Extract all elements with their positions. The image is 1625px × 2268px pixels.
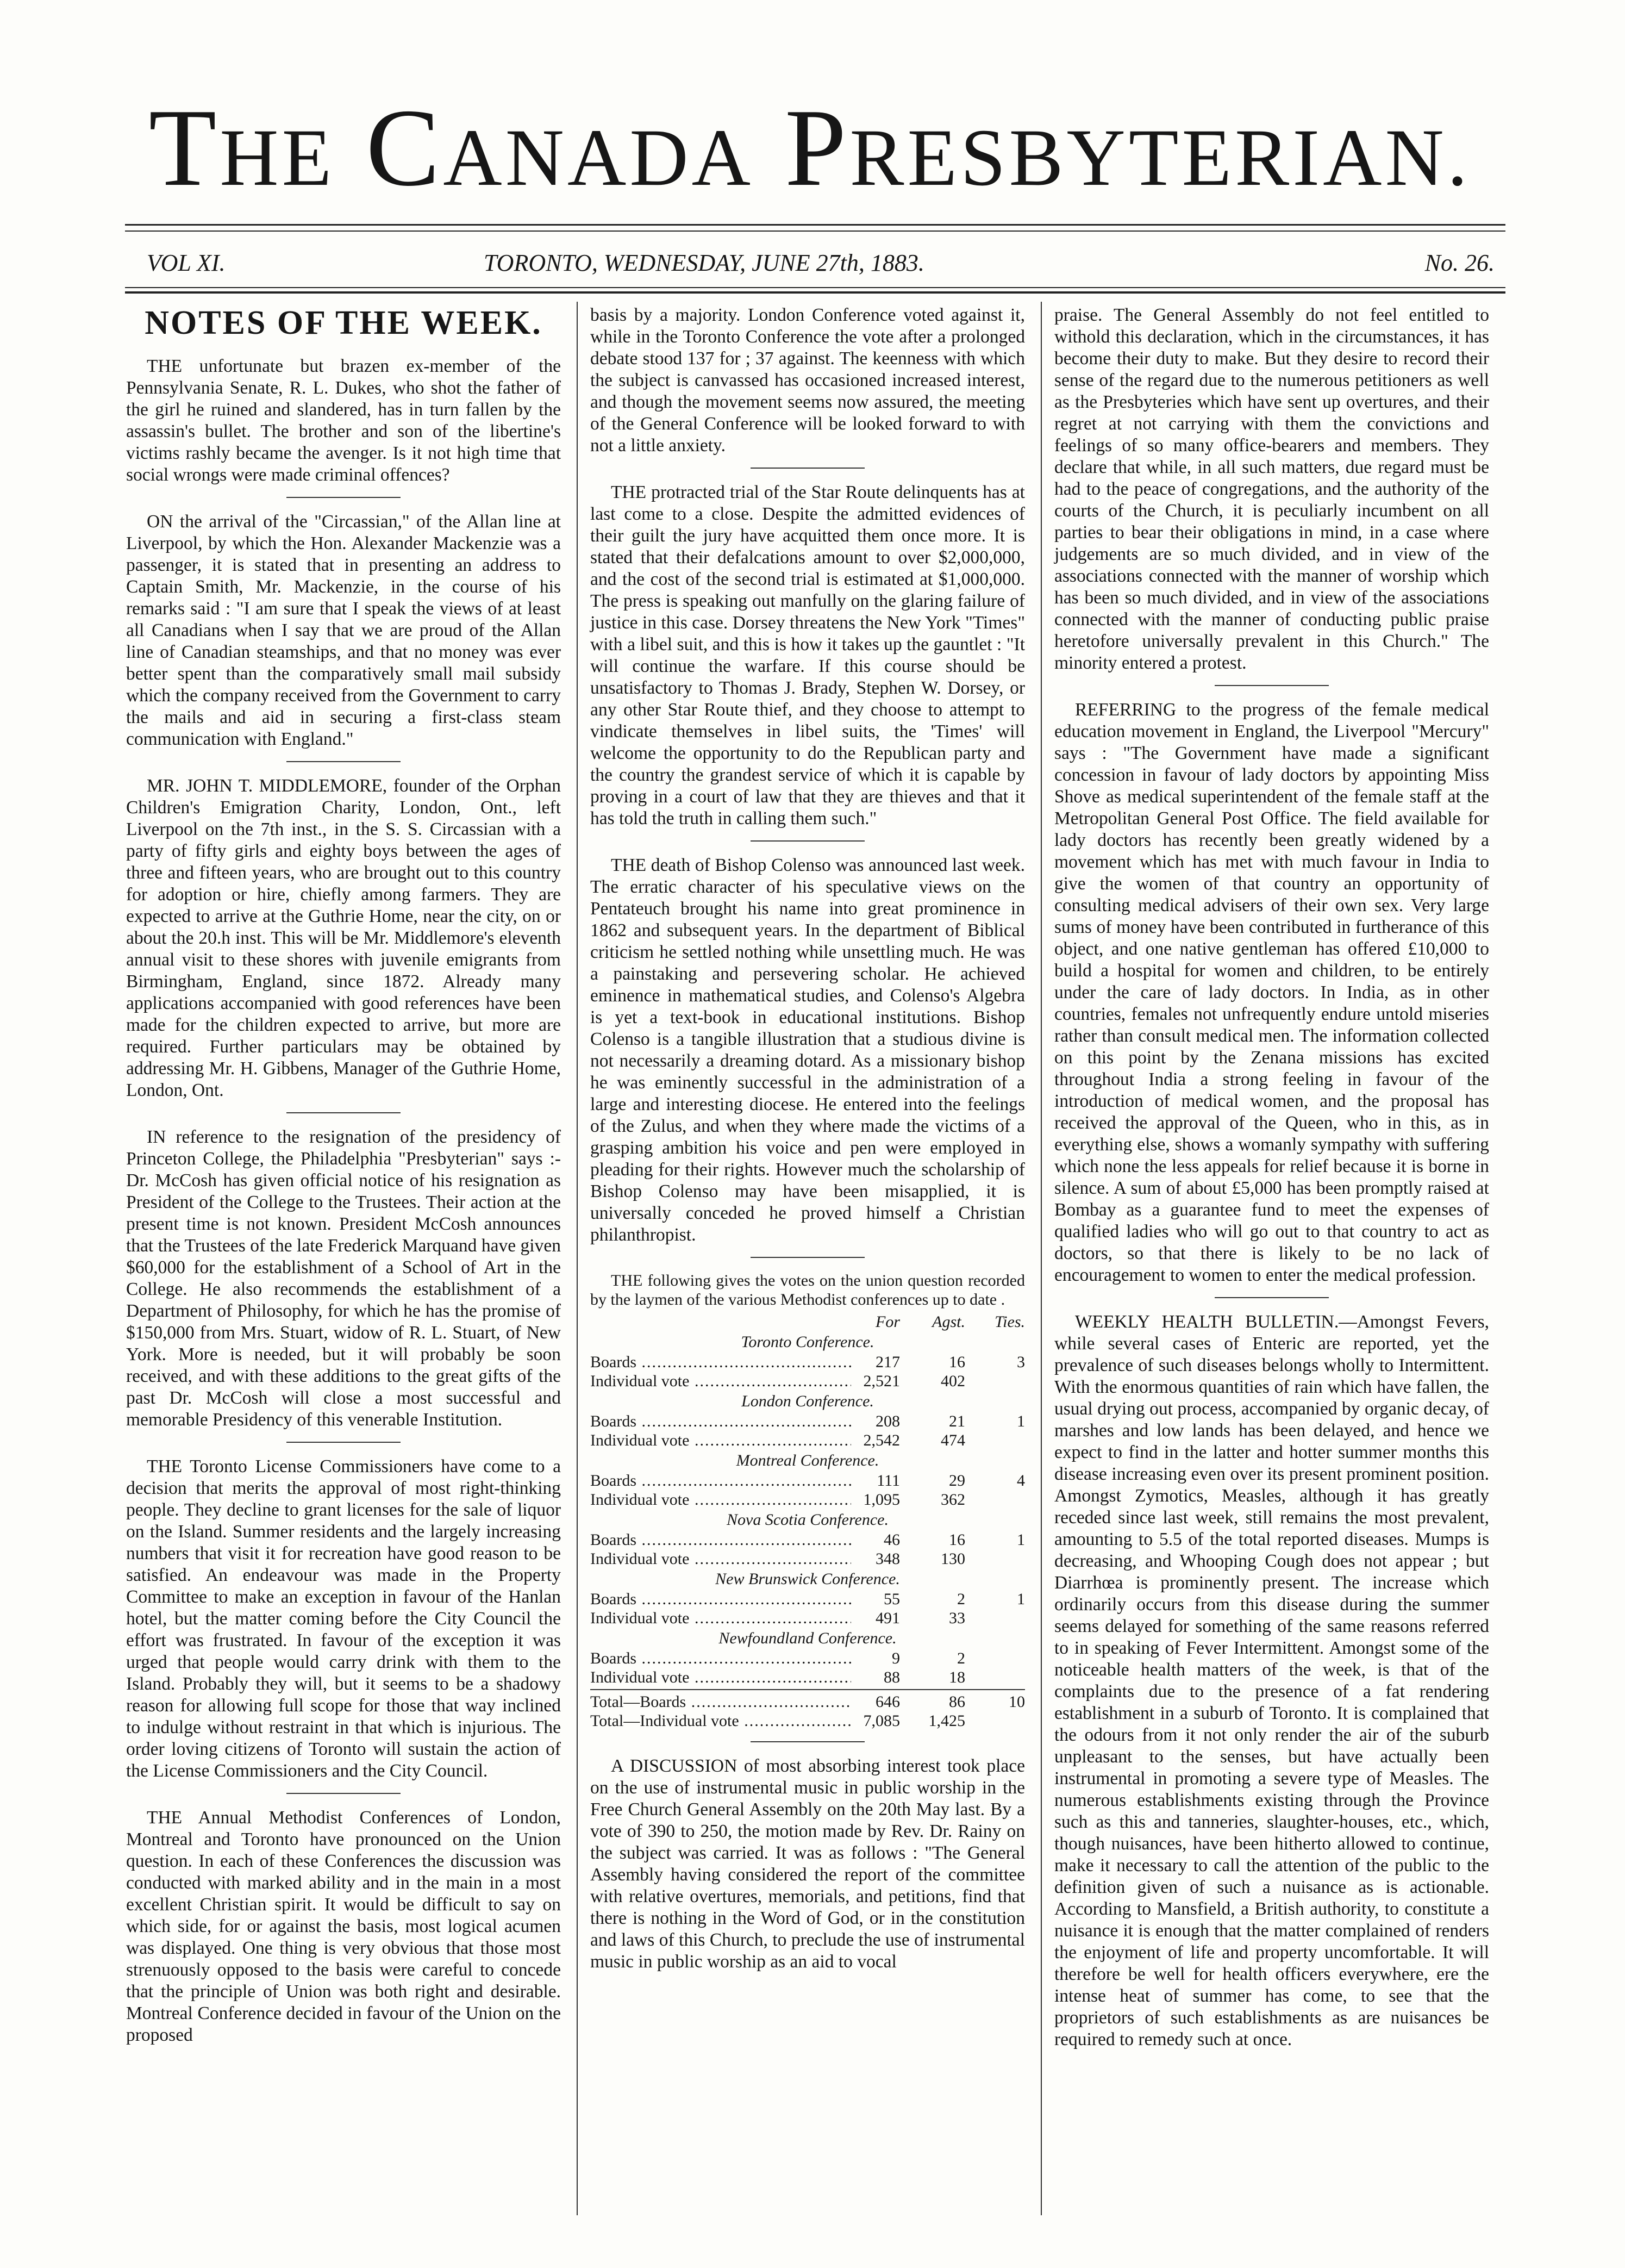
vote-row	[590, 1590, 1025, 1609]
conference-name: Newfoundland Conference.	[718, 1629, 897, 1647]
column-divider-1	[577, 302, 578, 2215]
vote-row	[590, 1530, 1025, 1549]
masthead-title	[87, 86, 1533, 209]
vote-row-label: Individual vote .....	[590, 1372, 851, 1391]
vote-agst: 402	[941, 1372, 965, 1390]
issue-number: No. 26.	[1424, 250, 1495, 276]
article-methodist-conferences: THE Annual Methodist Conferences of London, Montreal and Toronto have pronounced on the Union question. In each of these Conferences the discussion was conducted with marked ability and in the main in a most excellent Christian spirit. It would be difficult to say on which side, for or against the basis, most logical acumen was displayed. One thing is very obvious that those most strenuously opposed to the basis were careful to concede that the principle of Union was both right and desirable. Montreal Conference decided in favour of the Union on the proposed	[126, 1808, 561, 2046]
vote-row	[590, 1372, 1025, 1391]
vote-row	[590, 1431, 1025, 1450]
article-instrumental-music: A DISCUSSION of most absorbing interest took place on the use of instrumental music in public worship in the Free Church General Assembly on the 20th May last. By a vote of 390 to 250, the motion made by Rev. Dr. Rainy on the subject was carried. It was as follows : "The General Assembly having considered the report of the committee with relative overtures, memorials, and petitions, find that there is nothing in the Word of God, or in the constitution and laws of this Church, to preclude the use of instrumental music in public worship as an aid to vocal	[590, 1756, 1025, 1972]
column-1	[126, 304, 561, 2055]
vote-agst: 21	[949, 1412, 965, 1430]
masthead-presb-p: P	[784, 86, 850, 209]
vote-agst: 29	[949, 1472, 965, 1490]
vote-row-label: Boards .....	[590, 1353, 851, 1372]
vote-for: 2,542	[863, 1431, 900, 1449]
vote-agst: 33	[949, 1609, 965, 1627]
conference-name: Montreal Conference.	[736, 1451, 879, 1469]
article-methodist-continued: basis by a majority. London Conference voted against it, while in the Toronto Conference the vote after a prolonged debate stood 137 for ; 37 against. The keenness with which the subject is canvassed has occasioned increased interest, and though the movement seems now assured, the meeting of the General Conference will be looked forward to with not a little anxiety.	[590, 305, 1025, 456]
vote-for: 111	[877, 1472, 900, 1490]
dateline-rule-top	[125, 287, 1505, 288]
vote-row-label: Total—Boards .....	[590, 1692, 851, 1711]
conference-name: London Conference.	[741, 1392, 874, 1410]
votes-header	[590, 1312, 1025, 1331]
column-2	[590, 304, 1025, 1982]
article-divider	[286, 1793, 401, 1794]
vote-for: 88	[884, 1668, 900, 1686]
vote-row	[590, 1649, 1025, 1668]
volume-number: VOL XI.	[147, 250, 226, 276]
vote-row	[590, 1668, 1025, 1687]
vote-for: 646	[876, 1693, 900, 1711]
vote-agst: 362	[941, 1491, 965, 1509]
vote-for: 1,095	[863, 1491, 900, 1509]
vote-agst: 2	[957, 1590, 965, 1608]
conference-name: New Brunswick Conference.	[715, 1570, 900, 1588]
masthead-presb-rest: RESBYTERIAN.	[849, 113, 1471, 203]
vote-row	[590, 1490, 1025, 1509]
article-colenso: THE death of Bishop Colenso was announced last week. The erratic character of his speculative views on the Pentateuch brought his name into great prominence in 1862 and subsequent years. In the department of Biblical criticism he settled nothing while unsettling much. He was a painstaking and persevering scholar. He achieved eminence in mathematical studies, and Colenso's Algebra is yet a text-book in educational institutions. Bishop Colenso is a tangible illustration that a studious divine is not necessarily a dreaming dotard. As a missionary bishop he was eminently successful in the administration of a large and interesting diocese. He entered into the feelings of the Zulus, and when they where made the victims of a grasping ambition his voice and pen were employed in pleading for their rights. However much the scholarship of Bishop Colenso may have been misapplied, it is universally conceded he proved himself a Christian philanthropist.	[590, 855, 1025, 1245]
vote-row-label: Boards .....	[590, 1412, 851, 1431]
vote-row-label: Individual vote .....	[590, 1549, 851, 1568]
vote-row	[590, 1609, 1025, 1628]
masthead-the-t: T	[148, 86, 220, 209]
vote-row	[590, 1692, 1025, 1711]
vote-ties: 1	[1017, 1590, 1025, 1608]
votes-body	[590, 1332, 1025, 1687]
article-license-commissioners: THE Toronto License Commissioners have come to a decision that merits the approval of most right-thinking people. They decline to grant licenses for the sale of liquor on the Island. Summer residents and the largely increasing numbers that visit it for recreation have good reason to be satisfied. An endeavour was made in the Property Committee to make an exception in favour of the Hanlan hotel, but the matter coming before the City Council the effort was frustrated. In favour of the exception it was urged that people would carry drink with them to the Island. Probably they will, but it seems to be a shadowy reason for allowing full scope for those that way inclined to indulge without restraint in that which is injurious. The order loving citizens of Toronto will sustain the action of the License Commissioners and the City Council.	[126, 1456, 561, 1781]
article-divider	[286, 1442, 401, 1443]
masthead-canada-c: C	[366, 86, 443, 209]
article-divider	[1215, 1297, 1329, 1298]
article-divider	[751, 1257, 865, 1258]
masthead-rule-bottom	[125, 230, 1505, 232]
vote-agst: 16	[949, 1353, 965, 1371]
conference-name: Toronto Conference.	[741, 1333, 874, 1351]
vote-row-label: Boards .....	[590, 1590, 851, 1609]
article-divider	[751, 468, 865, 469]
vote-agst: 86	[949, 1693, 965, 1711]
article-dukes: THE unfortunate but brazen ex-member of the Pennsylvania Senate, R. L. Dukes, who shot the father of the girl he ruined and slandered, has in turn fallen by the assassin's bullet. The brother and son of the libertine's victims rashly became the avenger. Is it not high time that social wrongs were made criminal offences?	[126, 356, 561, 485]
vote-row	[590, 1412, 1025, 1431]
vote-row-label: Individual vote .....	[590, 1609, 851, 1628]
article-instrumental-music-continued: praise. The General Assembly do not feel entitled to withold this declaration, which in the circumstances, it has become their duty to make. But they desire to record their sense of the regard due to the numerous petitioners as well as the Presbyteries which have sent up overtures, and their regret at not carrying with them the convictions and feelings of so many office-bearers and members. They declare that while, in all such matters, due regard must be had to the peace of congregations, and the authority of the courts of the Church, it is peculiarly incumbent on all parties to bear their obligations in mind, in a case where judgements are so much divided, and in view of the associations connected with the manner of worship which has been so much divided, and in view of the associations connected with the manner of conducting public praise heretofore universally prevalent in this Church." The minority entered a protest.	[1054, 305, 1489, 673]
vote-for: 55	[884, 1590, 900, 1608]
vote-row-label: Individual vote .....	[590, 1490, 851, 1509]
article-middlemore: MR. JOHN T. MIDDLEMORE, founder of the Orphan Children's Emigration Charity, London, Ont., left Liverpool on the 7th inst., in the S. S. Circassian with a party of fifty girls and eighty boys between the ages of three and fifteen years, who are brought out to this country for adoption or hire, chiefly among farmers. They are expected to arrive at the Guthrie Home, near the city, on or about the 20.h inst. This will be Mr. Middlemore's eleventh annual visit to these shores with juvenile emigrants from Birmingham, England, since 1872. Already many applications accompanied with good references have been made for the children expected to arrive, but more are required. Further particulars may be obtained by addressing Mr. H. Gibbens, Manager of the Guthrie Home, London, Ont.	[126, 776, 561, 1101]
dateline	[125, 249, 1505, 283]
vote-agst: 18	[949, 1668, 965, 1686]
vote-for: 46	[884, 1531, 900, 1549]
article-divider	[286, 1112, 401, 1113]
vote-ties: 1	[1017, 1531, 1025, 1549]
article-divider	[751, 840, 865, 842]
vote-agst: 1,425	[928, 1712, 965, 1730]
vote-for: 2,521	[863, 1372, 900, 1390]
vote-ties: 10	[1009, 1693, 1025, 1711]
vote-row-label: Individual vote .....	[590, 1431, 851, 1450]
vote-row-label: Boards .....	[590, 1471, 851, 1490]
votes-total-rule	[590, 1689, 1025, 1690]
vote-ties: 4	[1017, 1472, 1025, 1490]
vote-for: 208	[876, 1412, 900, 1430]
votes-header-ties: Ties.	[995, 1313, 1025, 1331]
vote-row	[590, 1549, 1025, 1568]
vote-row	[590, 1471, 1025, 1490]
votes-header-for: For	[876, 1313, 900, 1331]
vote-agst: 16	[949, 1531, 965, 1549]
vote-row-label: Boards .....	[590, 1649, 851, 1668]
vote-for: 9	[892, 1649, 900, 1667]
vote-row-label: Total—Individual vote .....	[590, 1711, 851, 1730]
article-divider	[286, 497, 401, 498]
votes-intro: THE following gives the votes on the union question recorded by the laymen of the various Methodist conferences up to date .	[590, 1272, 1025, 1309]
section-heading: NOTES OF THE WEEK.	[145, 304, 542, 341]
vote-for: 491	[876, 1609, 900, 1627]
vote-agst: 2	[957, 1649, 965, 1667]
article-health-bulletin: WEEKLY HEALTH BULLETIN.—Amongst Fevers, while several cases of Enteric are reported, yet the prevalence of such diseases belongs wholly to Intermittent. With the enormous quantities of rain which have fallen, the usual drying out process, accompanied by organic decay, of marshes and low lands has been delayed, and hence we expect to find in the latter and hotter summer months this disease increasing even over its present prominent position. Amongst Zymotics, Measles, although it has greatly receded since last week, still remains the most prevalent, amounting to 5.5 of the total reported diseases. Mumps is decreasing, and Whooping Cough does not appear ; but Diarrhœa is prominently present. The increase which ordinarily occurs from this disease during the summer seems delayed for something of the same reasons referred to in speaking of Fever Intermittent. Amongst some of the noticeable health matters of the week, is that of the complaints due to the presence of a fat rendering establishment in a suburb of Toronto. It is complained that the odours from it not only render the air of the suburb unpleasant to the senses, but have actually been instrumental in promoting a severe type of Measles. The numerous establishments existing through the Province such as this and tanneries, slaughter-houses, etc., which, though nuisances, have been hitherto allowed to continue, make it necessary to call the attention of the public to the definition given of such a nuisance as is actionable. According to Mansfield, a British authority, to constitute a nuisance it is enough that the matter complained of renders the enjoyment of life and property uncomfortable. It will therefore be well for health officers everywhere, ere the intense heat of summer has come, to see that the proprietors of such establishments as are nuisances be required to remedy such at once.	[1054, 1312, 1489, 2049]
article-divider	[1215, 685, 1329, 686]
masthead-rule-top	[125, 224, 1505, 226]
vote-row	[590, 1353, 1025, 1372]
conference-name: Nova Scotia Conference.	[727, 1511, 889, 1529]
vote-ties: 3	[1017, 1353, 1025, 1371]
vote-for: 217	[876, 1353, 900, 1371]
article-circassian: ON the arrival of the "Circassian," of the Allan line at Liverpool, by which the Hon. Alexander Mackenzie was a passenger, it is stated that in presenting an address to Captain Smith, Mr. Mackenzie, in the course of his remarks said : "I am sure that I speak the views of at least all Canadians when I say that we are proud of the Allan line of Canadian steamships, and that no money was ever better spent than the comparatively small mail subsidy which the company received from the Government to carry the mails and aid in securing a first-class steam communication with England."	[126, 512, 561, 750]
article-divider	[286, 761, 401, 762]
votes-totals	[590, 1692, 1025, 1730]
vote-agst: 130	[941, 1550, 965, 1568]
column-3	[1054, 304, 1489, 2059]
vote-agst: 474	[941, 1431, 965, 1449]
vote-row	[590, 1711, 1025, 1730]
vote-ties: 1	[1017, 1412, 1025, 1430]
place-and-date: TORONTO, WEDNESDAY, JUNE 27th, 1883.	[484, 250, 924, 276]
vote-row-label: Boards .....	[590, 1530, 851, 1549]
article-divider	[751, 1741, 865, 1742]
vote-for: 7,085	[863, 1712, 900, 1730]
column-divider-2	[1041, 302, 1042, 2215]
masthead-canada-rest: ANADA	[443, 113, 754, 203]
votes-table	[590, 1271, 1025, 1730]
article-mccosh: IN reference to the resignation of the presidency of Princeton College, the Philadelphia "Presbyterian" says :- Dr. McCosh has given official notice of his resignation as President of the College to the Trustees. Their action at the present time is not known. President McCosh announces that the Trustees of the late Frederick Marquand have given $60,000 for the establishment of a School of Art in the College. He also recommends the establishment of a Department of Philosophy, for which he has the promise of $150,000 from Mrs. Stuart, widow of R. L. Stuart, of New York. More is needed, but it will probably be soon received, and with these additions to the great gifts of the past Dr. McCosh will close a most successful and memorable Presidency of this venerable Institution.	[126, 1127, 561, 1430]
article-lady-doctors: REFERRING to the progress of the female medical education movement in England, the Liverpool "Mercury" says : "The Government have made a significant concession in favour of lady doctors by appointing Miss Shove as medical superintendent of the female staff at the Metropolitan General Post Office. The field available for lady doctors has recently been greatly widened by a movement which has met with much favour in India to give the women of that country an opportunity of consulting medical advisers of their own sex. Very large sums of money have been contributed in furtherance of this object, and one native gentleman has offered £10,000 to build a hospital for women and children, to be entirely under the care of lady doctors. In India, as in other countries, females not unfrequently endure untold miseries rather than consult medical men. The information collected on this point by the Zenana missions has excited throughout India a strong feeling in favour of the introduction of medical women, and the proposal has received the approval of the Queen, who in this, as in everything else, shows a womanly sympathy with suffering which none the less appeals for relief because it is borne in silence. A sum of about £5,000 has been promptly raised at Bombay as a guarantee fund to meet the expenses of qualified ladies who will go out to that country to act as doctors, so that there is likely to be no lack of encouragement to women to enter the medical profession.	[1054, 700, 1489, 1285]
masthead-the-rest: HE	[220, 113, 335, 203]
dateline-rule-bottom	[125, 291, 1505, 294]
vote-row-label: Individual vote .....	[590, 1668, 851, 1687]
votes-header-agst: Agst.	[932, 1313, 965, 1331]
vote-for: 348	[876, 1550, 900, 1568]
article-star-route: THE protracted trial of the Star Route delinquents has at last come to a close. Despite the admitted evidences of their guilt the jury have acquitted them once more. It is stated that their defalcations amount to over $2,000,000, and the cost of the second trial is estimated at $1,000,000. The press is speaking out manfully on the glaring failure of justice in this case. Dorsey threatens the New York "Times" with a libel suit, and this is how it takes up the gauntlet : "It will continue the warfare. If this course should be unsatisfactory to Thomas J. Brady, Stephen W. Dorsey, or any other Star Route thief, and they choose to attempt to vindicate themselves in libel suits, the 'Times' will welcome the opportunity to do the Republican party and the country the grandest service of which it is capable by proving in a court of law that they are thieves and that it has told the truth in calling them such."	[590, 482, 1025, 828]
